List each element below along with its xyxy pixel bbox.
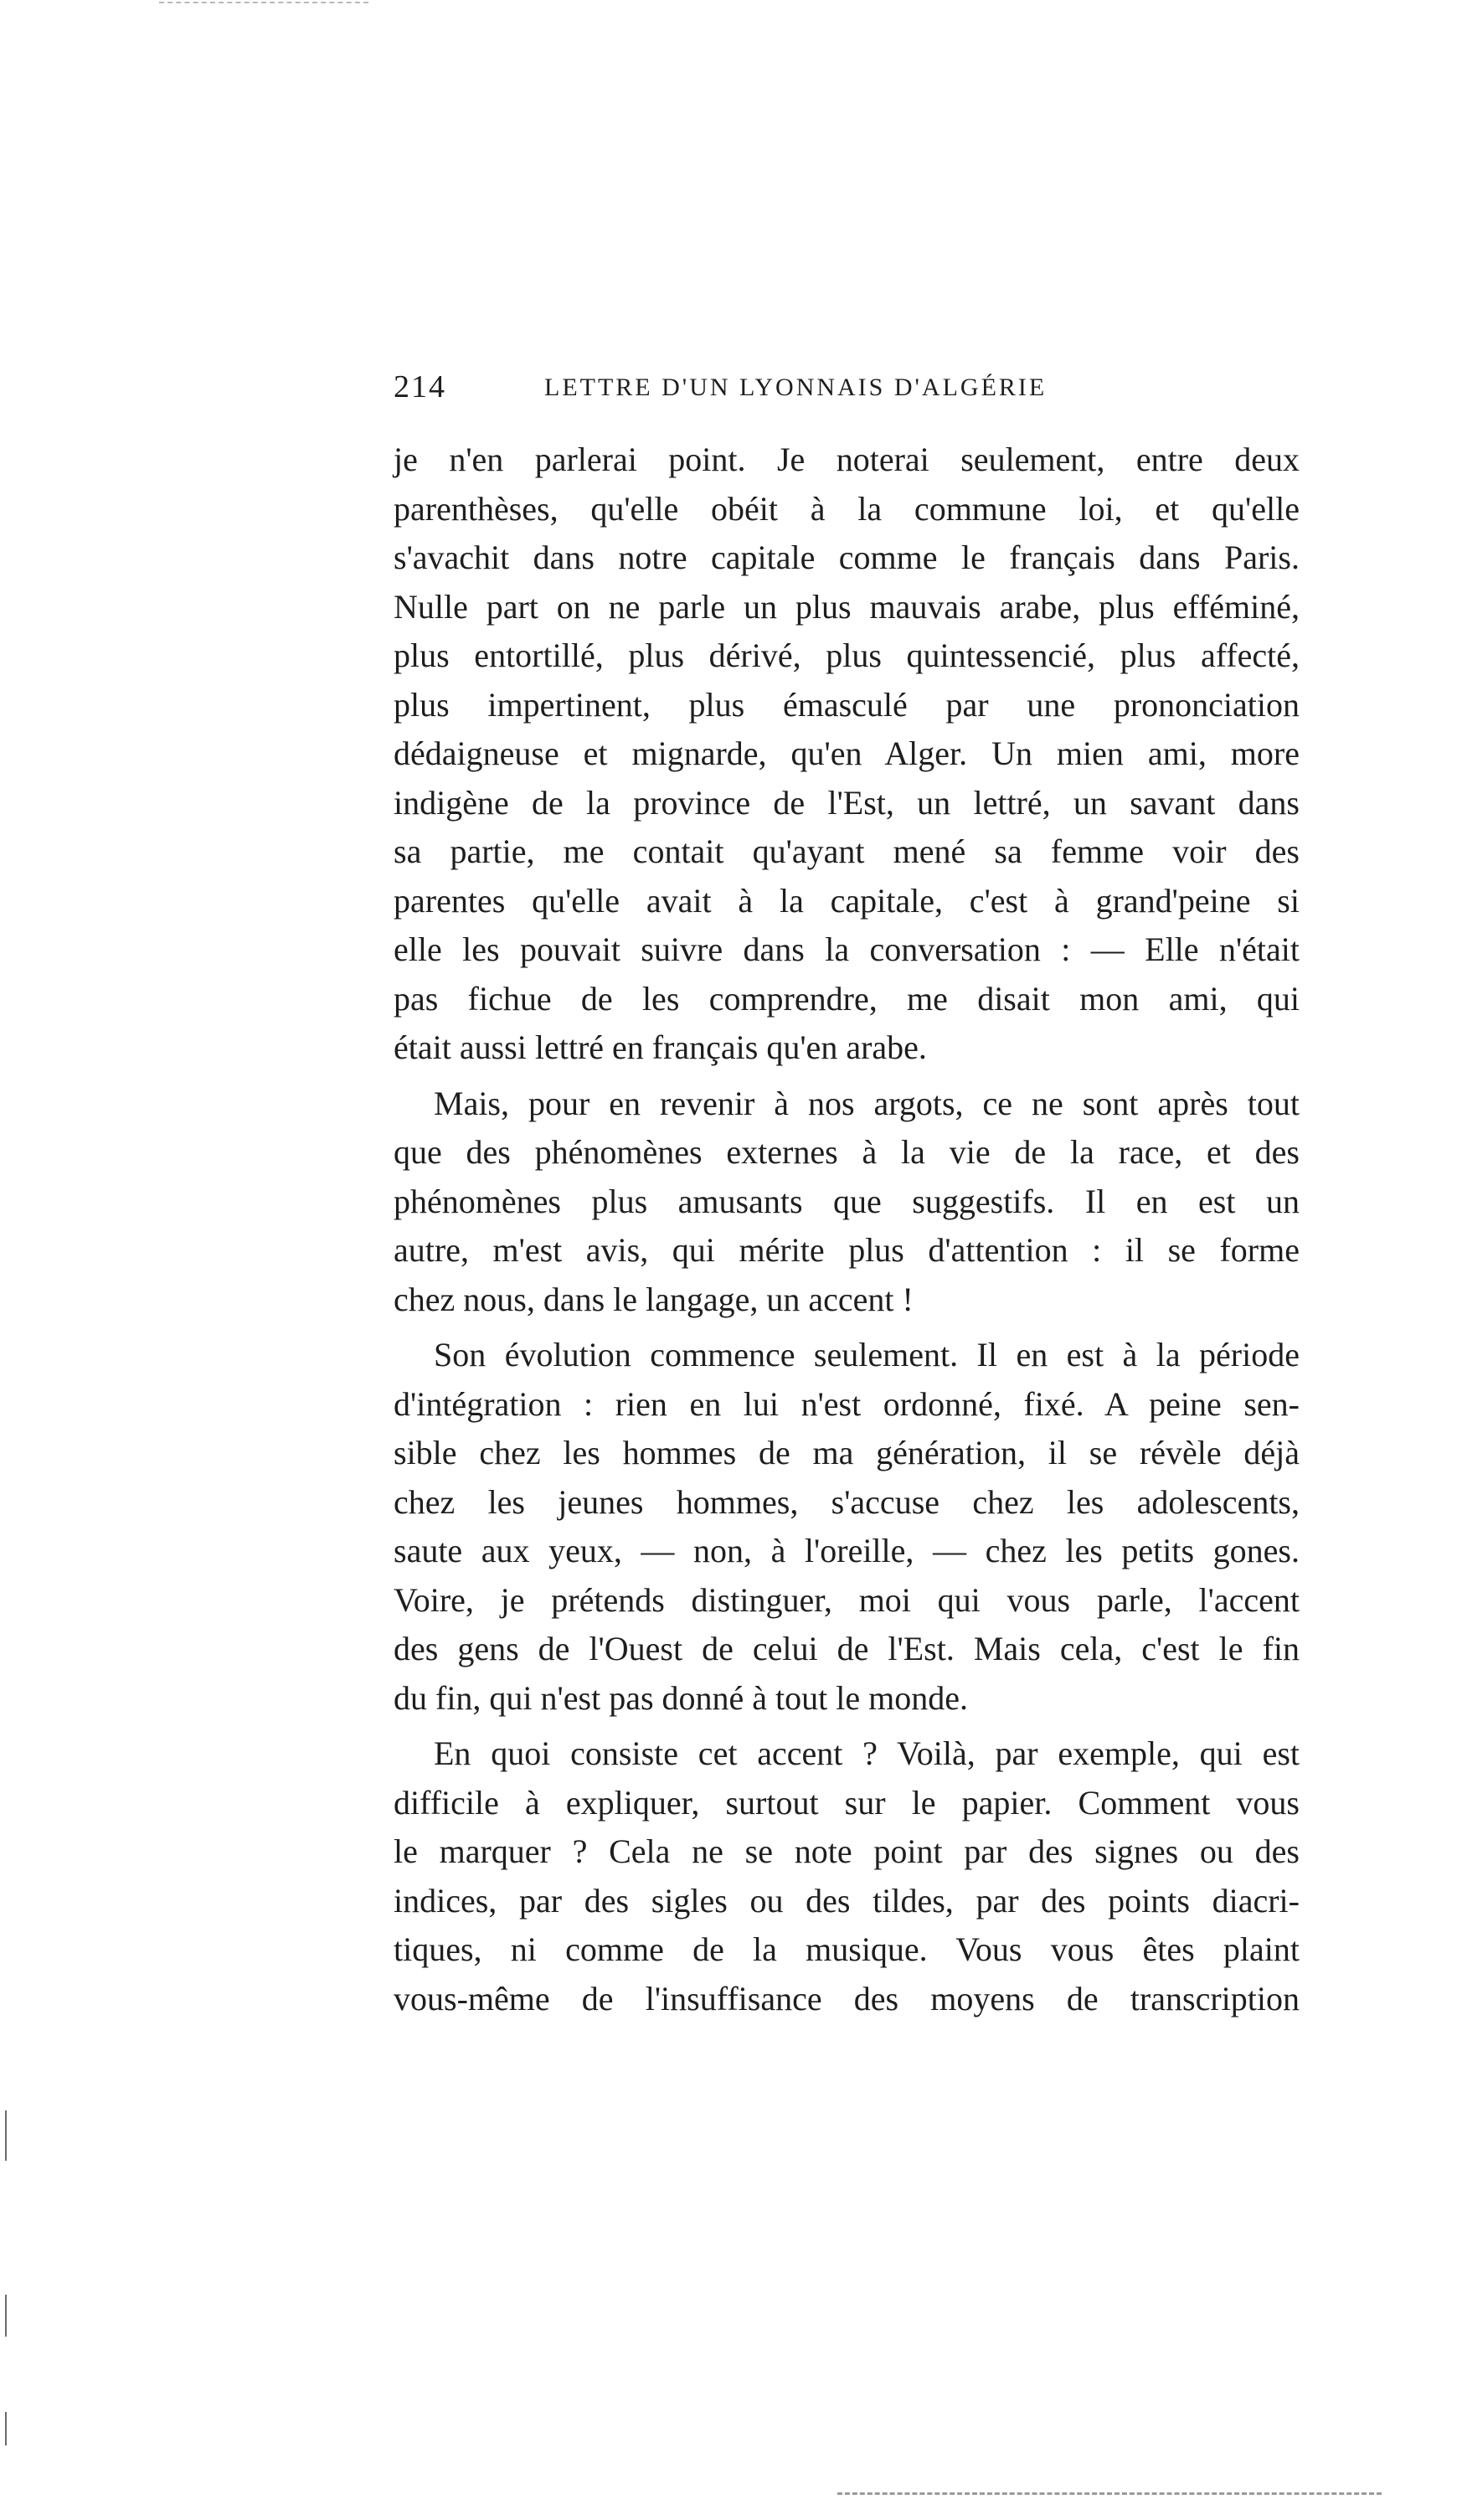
paragraph-3 (394, 1331, 1300, 1723)
text-line: phénomènes plus amusants que suggestifs. Il en est un (394, 1182, 1300, 1220)
text-line: plus impertinent, plus émasculé par une prononciation (394, 685, 1300, 724)
paragraph-gap (394, 1073, 1300, 1080)
text-line: saute aux yeux, — non, à l'oreille, — chez les petits gones. (394, 1532, 1300, 1569)
text-line: autre, m'est avis, qui mérite plus d'attention : il se forme (394, 1231, 1300, 1269)
text-line: des gens de l'Ouest de celui de l'Est. Mais cela, c'est le fin (394, 1630, 1300, 1667)
text-line: pas fichue de les comprendre, me disait mon ami, qui (394, 979, 1300, 1018)
paragraph-gap (394, 1324, 1300, 1331)
body-text (394, 435, 1300, 2023)
top-scan-mark (159, 2, 368, 5)
text-line: indigène de la province de l'Est, un lettré, un savant dans (394, 783, 1300, 822)
text-line: plus entortillé, plus dérivé, plus quintessencié, plus affecté, (394, 636, 1300, 674)
text-line: elle les pouvait suivre dans la conversation : — Elle n'était (394, 930, 1300, 968)
text-line: Nulle part on ne parle un plus mauvais arabe, plus efféminé, (394, 587, 1300, 626)
text-line: Voire, je prétends distinguer, moi qui vous parle, l'accent (394, 1580, 1300, 1619)
text-line: était aussi lettré en français qu'en arabe. (394, 1028, 927, 1066)
text-line: vous-même de l'insuffisance des moyens de transcription (394, 1979, 1300, 2018)
bottom-scan-mark (837, 2492, 1382, 2497)
running-head (394, 368, 1147, 419)
text-line: chez les jeunes hommes, s'accuse chez les adolescents, (394, 1482, 1300, 1521)
text-line: tiques, ni comme de la musique. Vous vous êtes plaint (394, 1930, 1300, 1968)
text-line: que des phénomènes externes à la vie de la race, et des (394, 1133, 1300, 1171)
text-line: chez nous, dans le langage, un accent ! (394, 1280, 914, 1318)
text-line: En quoi consiste cet accent ? Voilà, par exemple, qui est (434, 1734, 1300, 1772)
margin-scan-mark (5, 2412, 7, 2445)
text-line: sa partie, me contait qu'ayant mené sa femme voir des (394, 832, 1300, 870)
text-line: je n'en parlerai point. Je noterai seulement, entre deux (394, 441, 1300, 478)
paragraph-2 (394, 1080, 1300, 1325)
text-line: le marquer ? Cela ne se note point par des signes ou des (394, 1832, 1300, 1870)
text-line: Mais, pour en revenir à nos argots, ce ne sont après tout (434, 1084, 1300, 1122)
margin-scan-mark (5, 2110, 7, 2161)
page-number: 214 (394, 369, 446, 405)
paragraph-1 (394, 435, 1300, 1073)
margin-scan-mark (5, 2295, 7, 2337)
text-line: du fin, qui n'est pas donné à tout le monde. (394, 1678, 968, 1717)
text-line: dédaigneuse et mignarde, qu'en Alger. Un mien ami, more (394, 734, 1300, 772)
paragraph-gap (394, 1723, 1300, 1729)
text-line: indices, par des sigles ou des tildes, par des points diacri- (394, 1881, 1300, 1920)
paragraph-4 (394, 1729, 1300, 2023)
text-line: sible chez les hommes de ma génération, il se révèle déjà (394, 1434, 1300, 1471)
text-line: s'avachit dans notre capitale comme le français dans Paris. (394, 539, 1300, 576)
running-title: LETTRE D'UN LYONNAIS D'ALGÉRIE (544, 374, 1048, 401)
text-line: difficile à expliquer, surtout sur le papier. Comment vous (394, 1783, 1300, 1822)
text-line: parenthèses, qu'elle obéit à la commune loi, et qu'elle (394, 489, 1300, 528)
text-line: parentes qu'elle avait à la capitale, c'est à grand'peine si (394, 881, 1300, 920)
text-line: Son évolution commence seulement. Il en est à la période (434, 1336, 1300, 1373)
text-line: d'intégration : rien en lui n'est ordonné, fixé. A peine sen- (394, 1384, 1300, 1423)
